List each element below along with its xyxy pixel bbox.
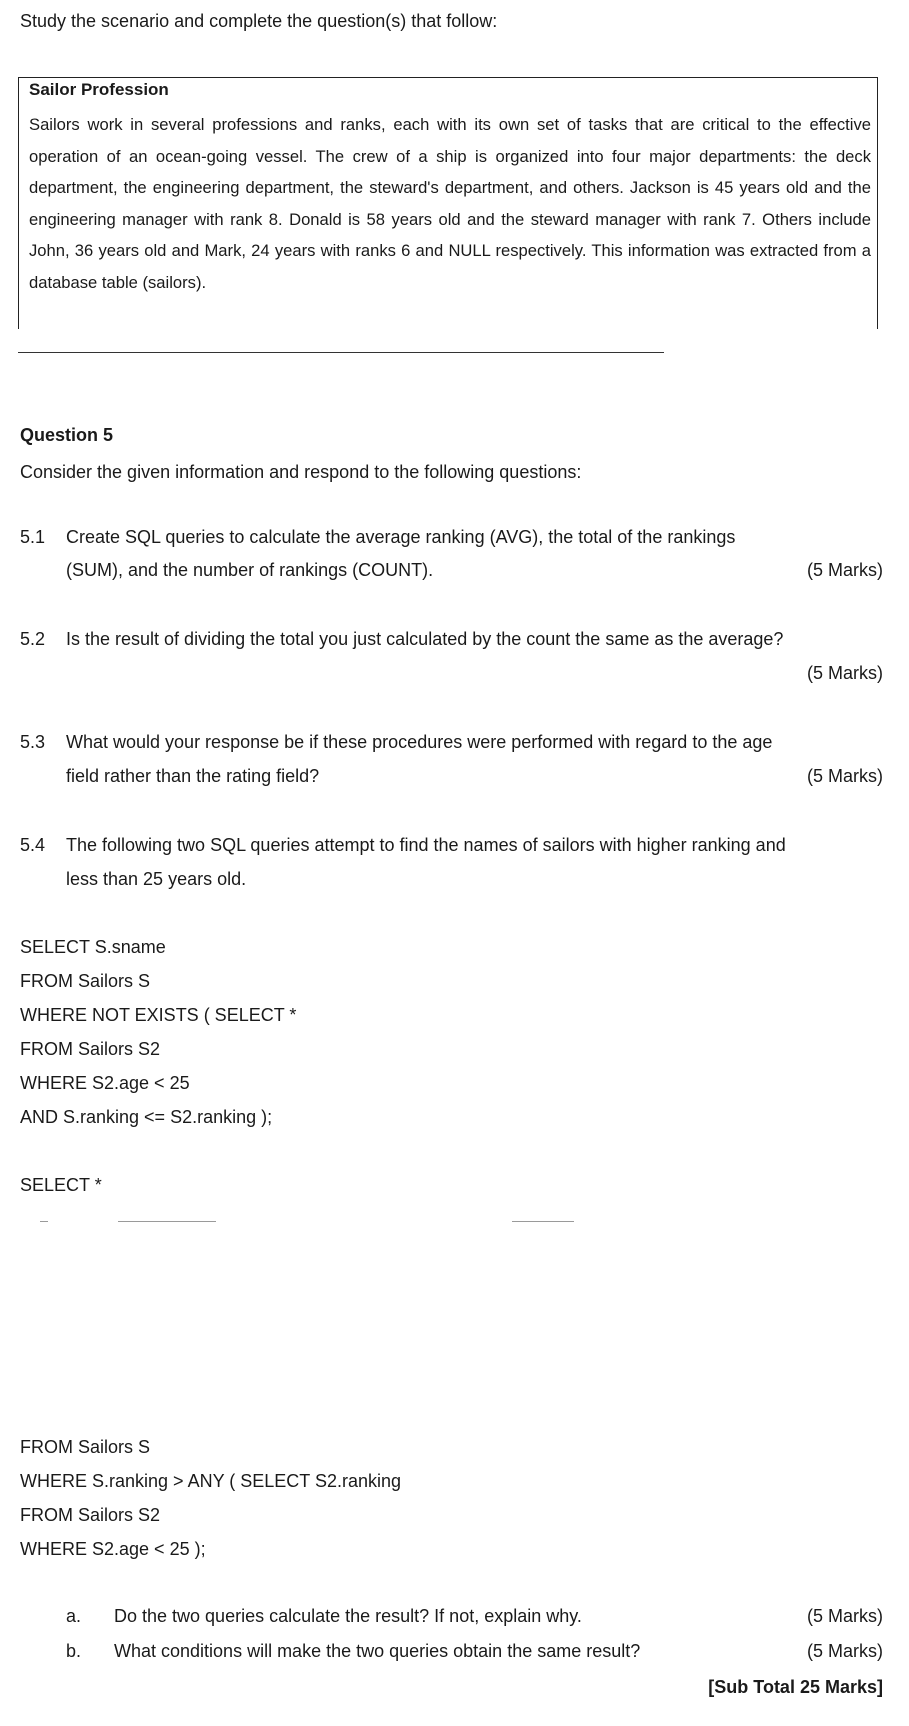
q54-number: 5.4: [20, 835, 46, 855]
sub-b-marks: (5 Marks): [807, 1641, 883, 1661]
question-title: Question 5: [20, 425, 114, 445]
q53-marks: (5 Marks): [807, 766, 883, 786]
query1-line: WHERE S2.age < 25: [20, 1073, 190, 1093]
q52-marks: (5 Marks): [807, 663, 883, 683]
sub-a-marks: (5 Marks): [807, 1606, 883, 1626]
query1-line: FROM Sailors S: [20, 971, 151, 991]
subtotal-marks: [Sub Total 25 Marks]: [708, 1677, 883, 1697]
q51-number: 5.1: [20, 527, 46, 547]
q54-line1: The following two SQL queries attempt to find the names of sailors with higher ranking and: [66, 835, 786, 855]
scan-mark: [118, 1221, 216, 1222]
query2-head: SELECT *: [20, 1175, 102, 1195]
q51-marks: (5 Marks): [807, 560, 883, 580]
query2-line: WHERE S.ranking > ANY ( SELECT S2.ranking: [20, 1471, 401, 1491]
sub-b-label: b.: [66, 1641, 82, 1661]
query2-line: WHERE S2.age < 25 );: [20, 1539, 206, 1559]
query2-line: FROM Sailors S: [20, 1437, 151, 1457]
question-instruction: Consider the given information and respond to the following questions:: [20, 462, 582, 482]
q53-number: 5.3: [20, 732, 46, 752]
query2-line: FROM Sailors S2: [20, 1505, 161, 1525]
query1-line: SELECT S.sname: [20, 937, 166, 957]
sub-a-text: Do the two queries calculate the result? If not, explain why.: [114, 1606, 582, 1626]
sub-a-label: a.: [66, 1606, 82, 1626]
query1-line: FROM Sailors S2: [20, 1039, 161, 1059]
q53-line2: field rather than the rating field?: [66, 766, 320, 786]
query1-line: WHERE NOT EXISTS ( SELECT *: [20, 1005, 297, 1025]
sub-b-text: What conditions will make the two queries obtain the same result?: [114, 1641, 641, 1661]
scan-mark: [512, 1221, 574, 1222]
q54-line2: less than 25 years old.: [66, 869, 247, 889]
query1-line: AND S.ranking <= S2.ranking );: [20, 1107, 273, 1127]
scenario-title: Sailor Profession: [29, 80, 169, 99]
scenario-box-bottom-border: [18, 352, 664, 353]
q52-line1: Is the result of dividing the total you just calculated by the count the same as the average?: [66, 629, 784, 649]
scenario-body: Sailors work in several professions and ranks, each with its own set of tasks that are critical to the effective operation of an ocean-going vessel. The crew of a ship is organized into four major departments: the deck department, the engineering department, the steward's department, and others. Jackson is 45 years old and the engineering manager with rank 8. Donald is 58 years old and the steward manager with rank 7. Others include John, 36 years old and Mark, 24 years with ranks 6 and NULL respectively. This information was extracted from a database table (sailors).: [29, 115, 871, 292]
q51-line1: Create SQL queries to calculate the average ranking (AVG), the total of the rankings: [66, 527, 736, 547]
q53-line1: What would your response be if these procedures were performed with regard to the age: [66, 732, 773, 752]
scan-mark: [40, 1221, 48, 1222]
intro-text: Study the scenario and complete the question(s) that follow:: [20, 11, 498, 31]
q51-line2: (SUM), and the number of rankings (COUNT).: [66, 560, 434, 580]
q52-number: 5.2: [20, 629, 46, 649]
